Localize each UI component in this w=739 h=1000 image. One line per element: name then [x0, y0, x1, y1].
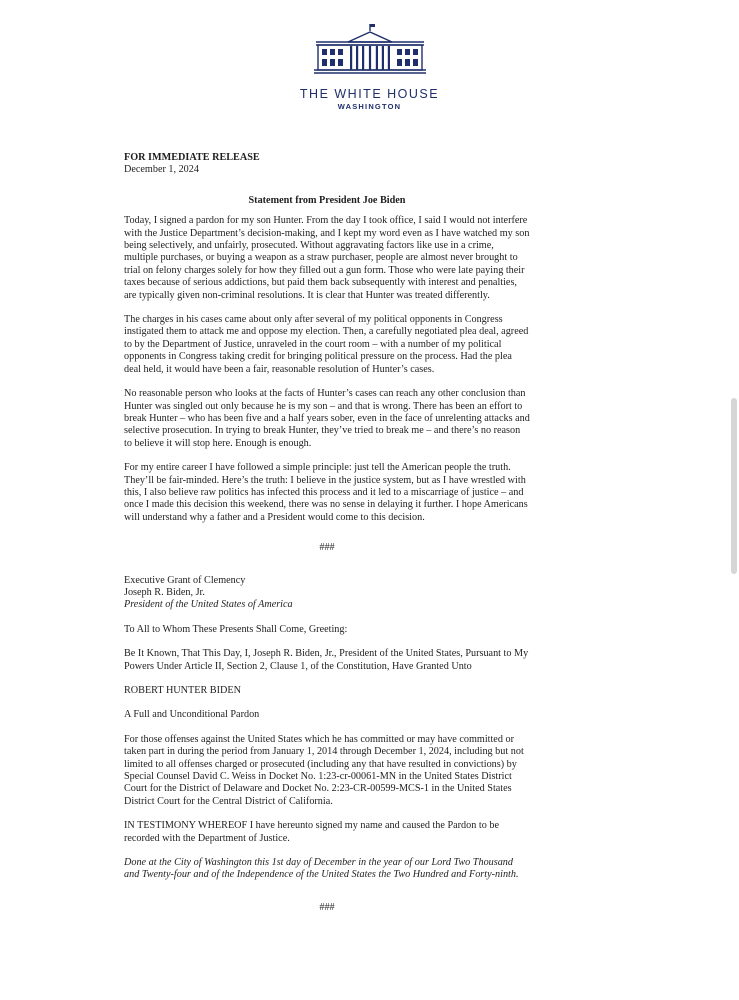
statement-paragraph-2: The charges in his cases came about only after several of my political opponents in Congress instigated them to attack me and oppose my election. Then, a carefully negotiated plea deal, agreed to by the Department of Justice, unraveled in the court room – with a number of my political opponents in Congress taking credit for bringing political pressure on the process. Had the plea deal held, it would have been a fair, reasonable resolution of Hunter’s cases.: [124, 314, 529, 375]
clemency-testimony: IN TESTIMONY WHEREOF I have hereunto signed my name and caused the Pardon to be recorded with the Department of Justice.: [124, 820, 499, 844]
clemency-be-it-known: Be It Known, That This Day, I, Joseph R. Biden, Jr., President of the United States, Pursuant to My Powers Under Article II, Section 2, Clause 1, of the Constitution, Have Granted Unto: [124, 648, 529, 672]
white-house-building-icon: [312, 22, 428, 74]
statement-title: Statement from President Joe Biden: [248, 194, 406, 206]
statement-paragraph-3: No reasonable person who looks at the facts of Hunter’s cases can reach any other conclusion than Hunter was singled out only because he is my son – and that is wrong. There has been an effort to break Hunter – who has been five and a half years sober, even in the face of unrelenting attacks and selective prosecution. In trying to break Hunter, they’ve tried to break me – and there’s no reason to believe it will stop here. Enough is enough.: [124, 388, 530, 449]
clemency-greeting: To All to Whom These Presents Shall Come, Greeting:: [124, 623, 348, 635]
closing-separator: ###: [319, 901, 335, 913]
section-separator: ###: [319, 542, 335, 554]
clemency-pardon-type: A Full and Unconditional Pardon: [124, 709, 260, 721]
clemency-done-at: Done at the City of Washington this 1st day of December in the year of our Lord Two Thousand and Twenty-four and of the Independence of the United States the Two Hundred and Forty-ninth.: [124, 857, 519, 881]
statement-paragraph-1: Today, I signed a pardon for my son Hunter. From the day I took office, I said I would not interfere with the Justice Department’s decision-making, and I kept my word even as I have watched my son being selectively, and unfairly, prosecuted. Without aggravating factors like use in a crime, multiple purchases, or buying a weapon as a straw purchaser, people are almost never brought to trial on felony charges solely for how they filled out a gun form. Those who were late paying their taxes because of serious addictions, but paid them back subsequently with interest and penalties, are typically given non-criminal resolutions. It is clear that Hunter was treated differently.: [124, 215, 530, 301]
document-body: [124, 152, 530, 934]
statement-paragraph-4: For my entire career I have followed a simple principle: just tell the American people the truth. They’ll be fair-minded. Here’s the truth: I believe in the justice system, but as I have wrestled with this, I also believe raw politics has infected this process and it led to a miscarriage of justice – and once I made this decision this weekend, there was no sense in delaying it further. I hope Americans will understand why a father and a President would come to this decision.: [124, 462, 528, 523]
clemency-signer-office: President of the United States of America: [124, 599, 293, 611]
clemency-signer-name: Joseph R. Biden, Jr.: [124, 586, 205, 598]
clemency-header: [124, 575, 530, 612]
vertical-scrollbar[interactable]: [731, 398, 737, 574]
clemency-recipient: ROBERT HUNTER BIDEN: [124, 685, 241, 696]
release-date: December 1, 2024: [124, 164, 199, 176]
release-label: FOR IMMEDIATE RELEASE: [124, 152, 260, 163]
letterhead-subtitle: WASHINGTON: [337, 102, 402, 111]
clemency-heading: Executive Grant of Clemency: [124, 574, 246, 586]
clemency-offenses: For those offenses against the United States which he has committed or may have committed or taken part in during the period from January 1, 2014 through December 1, 2024, including but not limited to all offenses charged or prosecuted (including any that have resulted in convictions) by Special Counsel David C. Weiss in Docket No. 1:23-cr-00061-MN in the United States District Court for the District of Delaware and Docket No. 2:23-CR-00599-MCS-1 in the United States District Court for the Central District of California.: [124, 733, 524, 807]
letterhead: [0, 22, 739, 112]
letterhead-title: THE WHITE HOUSE: [299, 87, 440, 101]
